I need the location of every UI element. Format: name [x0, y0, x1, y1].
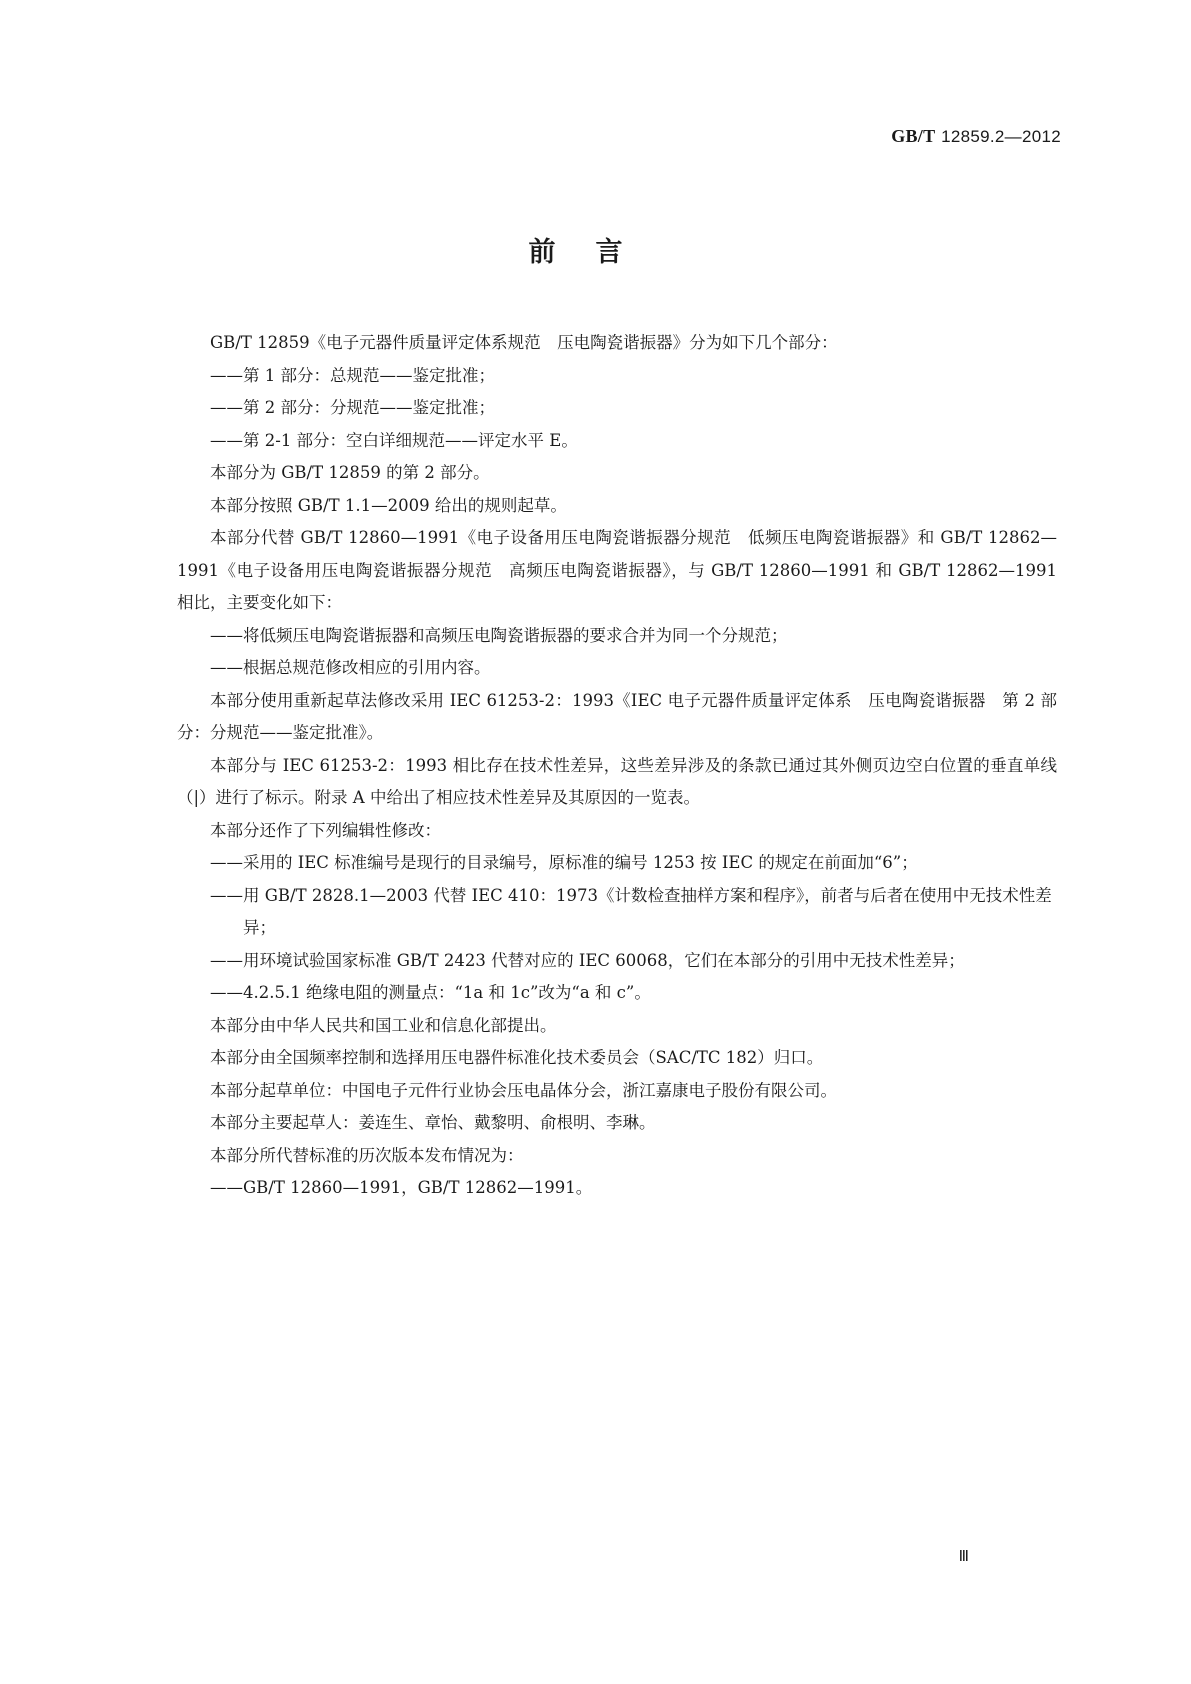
- standard-prefix: GB/T: [891, 126, 936, 146]
- list-item: ——采用的 IEC 标准编号是现行的目录编号，原标准的编号 1253 按 IEC 的规定在前面加“6”；: [210, 853, 918, 872]
- paragraph: 本部分所代替标准的历次版本发布情况为：: [210, 1145, 524, 1165]
- paragraph: 本部分主要起草人：姜连生、章怡、戴黎明、俞根明、李琳。: [210, 1113, 656, 1132]
- list-item: ——4.2.5.1 绝缘电阻的测量点：“1a 和 1c”改为“a 和 c”。: [210, 983, 651, 1002]
- list-item: ——第 2-1 部分：空白详细规范——评定水平 E。: [210, 430, 578, 450]
- list-item: ——第 2 部分：分规范——鉴定批准；: [210, 398, 495, 417]
- paragraph: 本部分与 IEC 61253-2：1993 相比存在技术性差异，这些差异涉及的条款已通过其外侧页边空白位置的垂直单线（|）进行了标示。附录 A 中给出了相应技术性差异及其原因的一览表。: [177, 755, 1057, 807]
- page-title: 前言: [528, 237, 663, 268]
- paragraph: 本部分由全国频率控制和选择用压电器件标准化技术委员会（SAC/TC 182）归口。: [210, 1048, 824, 1067]
- paragraph: 本部分起草单位：中国电子元件行业协会压电晶体分会，浙江嘉康电子股份有限公司。: [210, 1080, 837, 1100]
- standard-code: 12859.2—2012: [941, 127, 1061, 146]
- list-item: ——用环境试验国家标准 GB/T 2423 代替对应的 IEC 60068，它们在本部分的引用中无技术性差异；: [210, 950, 965, 970]
- list-item: ——将低频压电陶瓷谐振器和高频压电陶瓷谐振器的要求合并为同一个分规范；: [210, 625, 788, 645]
- paragraph: 本部分代替 GB/T 12860—1991《电子设备用压电陶瓷谐振器分规范 低频压电陶瓷谐振器》和 GB/T 12862—1991《电子设备用压电陶瓷谐振器分规范 高频压电陶瓷谐振器》，与 GB/T 12860—1991 和 GB/T 12862—1991 相比，主要变化如下：: [177, 528, 1057, 612]
- list-item: ——第 1 部分：总规范——鉴定批准；: [210, 365, 495, 385]
- paragraph: 本部分按照 GB/T 1.1—2009 给出的规则起草。: [210, 495, 567, 515]
- standard-number: [891, 126, 1061, 147]
- list-item: ——根据总规范修改相应的引用内容。: [210, 658, 491, 677]
- paragraph: 本部分由中华人民共和国工业和信息化部提出。: [210, 1015, 557, 1035]
- list-item: ——GB/T 12860—1991，GB/T 12862—1991。: [210, 1178, 593, 1197]
- paragraph: 本部分为 GB/T 12859 的第 2 部分。: [210, 463, 490, 482]
- page-number: Ⅲ: [958, 1549, 969, 1565]
- list-item: ——用 GB/T 2828.1—2003 代替 IEC 410：1973《计数检查抽样方案和程序》，前者与后者在使用中无技术性差异；: [210, 885, 1052, 937]
- paragraph: 本部分使用重新起草法修改采用 IEC 61253-2：1993《IEC 电子元器件质量评定体系 压电陶瓷谐振器 第 2 部分：分规范——鉴定批准》。: [177, 690, 1057, 742]
- paragraph: GB/T 12859《电子元器件质量评定体系规范 压电陶瓷谐振器》分为如下几个部分：: [210, 333, 838, 352]
- foreword-body: [177, 327, 1057, 1205]
- paragraph: 本部分还作了下列编辑性修改：: [210, 820, 441, 840]
